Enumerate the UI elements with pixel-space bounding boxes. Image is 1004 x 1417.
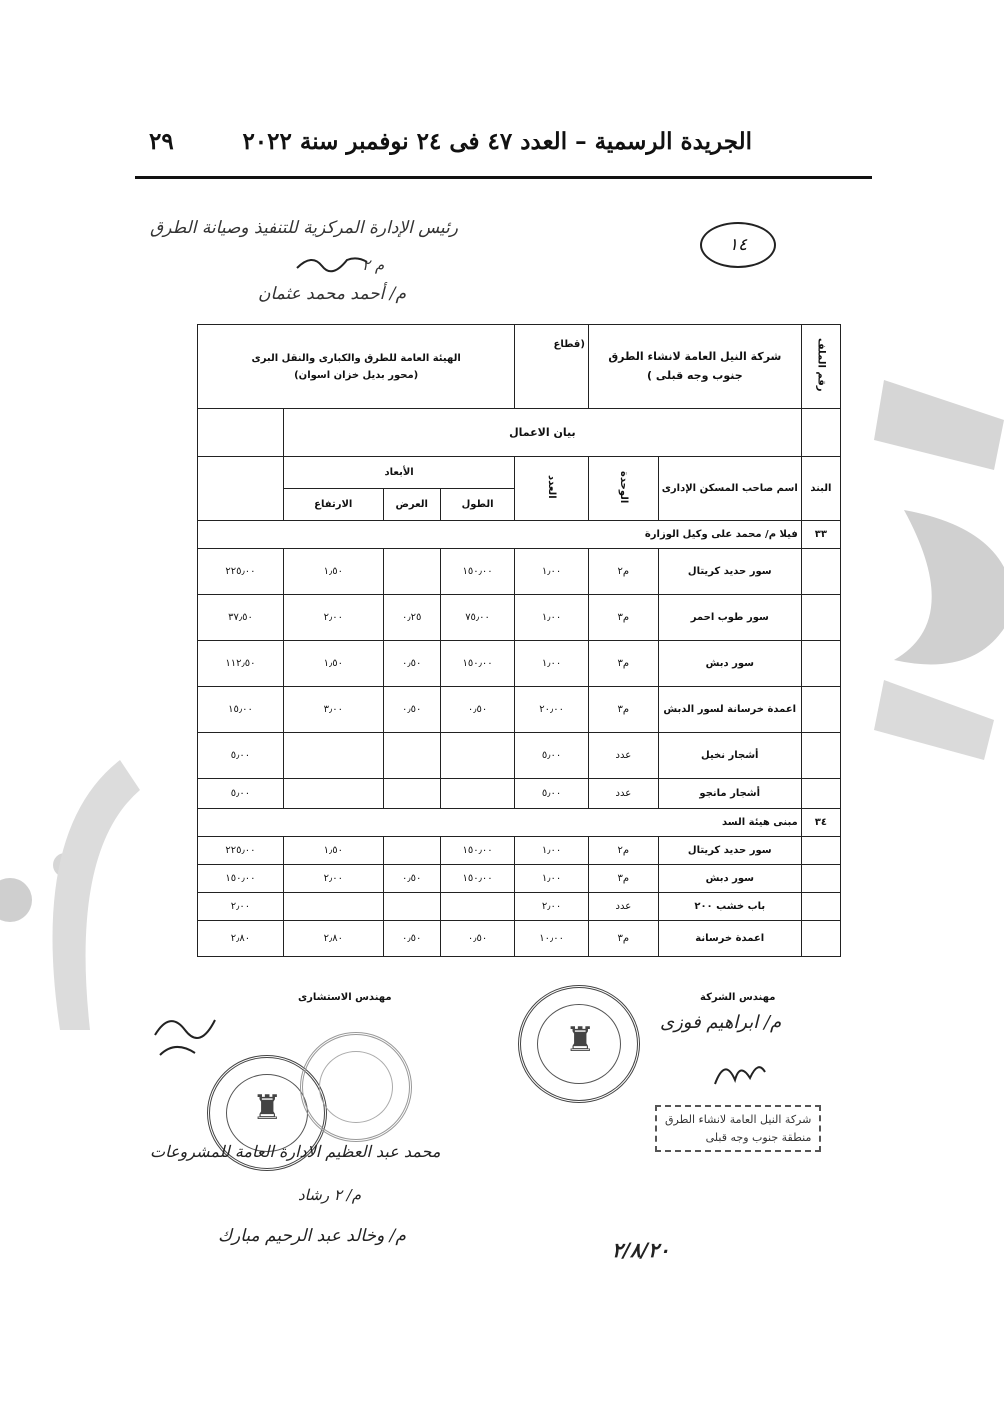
page-number: ٢٩ (149, 128, 174, 155)
total: ٣٧٫٥٠ (198, 595, 284, 641)
col-dims: الأبعاد (283, 457, 514, 489)
width (383, 893, 440, 921)
width: ٠٫٥٠ (383, 865, 440, 893)
height: ١٫٥٠ (283, 641, 383, 687)
section-title: فيلا م/ محمد على وكيل الوزارة (198, 521, 802, 549)
unit: م٣ (588, 865, 658, 893)
handwritten-note: رئيس الإدارة المركزية للتنفيذ وصيانة الطرق (150, 218, 458, 238)
width: ٠٫٢٥ (383, 595, 440, 641)
sector-cell (515, 325, 589, 409)
file-no-cell (801, 325, 840, 409)
circle-mark (700, 222, 776, 268)
item-name: باب خشب ٢٠٠ (658, 893, 801, 921)
consultant-signature (150, 1005, 220, 1065)
unit: م٣ (588, 687, 658, 733)
width (383, 779, 440, 809)
authority-label: الهيئة العامة للطرق والكبارى والنقل البرى (251, 352, 461, 364)
width: ٠٫٥٠ (383, 641, 440, 687)
unit: عدد (588, 733, 658, 779)
round-stamp-left-2 (300, 1032, 412, 1142)
height: ٢٫٠٠ (283, 595, 383, 641)
section-row (198, 809, 841, 837)
item-name: اعمدة خرسانة (658, 921, 801, 957)
unit: عدد (588, 779, 658, 809)
length (440, 779, 514, 809)
table-title-row (198, 409, 841, 457)
count: ١٫٠٠ (515, 865, 589, 893)
signature-scribble (292, 248, 372, 276)
length: ١٥٠٫٠٠ (440, 549, 514, 595)
height (283, 779, 383, 809)
handwritten-initials: م ٢ (362, 256, 385, 274)
project-label: (محور بديل خزان اسوان) (294, 369, 419, 381)
count: ١٫٠٠ (515, 595, 589, 641)
left-signature-2: م/ ٢ رشاد (298, 1186, 362, 1204)
count: ١٠٫٠٠ (515, 921, 589, 957)
table-title: بيان الاعمال (283, 409, 801, 457)
length (440, 893, 514, 921)
item-name: سور دبش (658, 641, 801, 687)
col-owner: اسم صاحب المسكن الإدارى (658, 457, 801, 521)
height (283, 733, 383, 779)
count: ٥٫٠٠ (515, 733, 589, 779)
rect-stamp-line1: شركة النيل العامة لانشاء الطرق (665, 1113, 812, 1126)
circle-mark-text: ١٤ (728, 235, 748, 255)
item-name: سور دبش (658, 865, 801, 893)
col-unit: الوحدة (617, 470, 629, 504)
height: ٣٫٠٠ (283, 687, 383, 733)
eagle-emblem-icon: ♜ (252, 1088, 283, 1128)
item-name: أشجار نخيل (658, 733, 801, 779)
col-count-cell (515, 457, 589, 521)
table-row (198, 549, 841, 595)
table-row (198, 921, 841, 957)
width (383, 733, 440, 779)
handwritten-signer: م/ أحمد محمد عثمان (258, 284, 407, 304)
consultant-label: مهندس الاستشارى (298, 992, 392, 1003)
width (383, 837, 440, 865)
table-row (198, 733, 841, 779)
length (440, 733, 514, 779)
width: ٠٫٥٠ (383, 921, 440, 957)
item-name: اعمدة خرسانة لسور الدبش (658, 687, 801, 733)
item-name: سور حديد كريتال (658, 837, 801, 865)
count: ٢٠٫٠٠ (515, 687, 589, 733)
company-sub: جنوب وجه قبلى ) (647, 368, 743, 382)
table-row (198, 687, 841, 733)
height: ٢٫٠٠ (283, 865, 383, 893)
height: ١٫٥٠ (283, 837, 383, 865)
total: ٥٫٠٠ (198, 733, 284, 779)
count: ٥٫٠٠ (515, 779, 589, 809)
length: ١٥٠٫٠٠ (440, 865, 514, 893)
count: ١٫٠٠ (515, 837, 589, 865)
table-row (198, 837, 841, 865)
left-signature-3: م/ وخالد عبد الرحيم مبارك (218, 1226, 406, 1246)
length: ١٥٠٫٠٠ (440, 837, 514, 865)
col-width: العرض (383, 489, 440, 521)
section-title: مبنى هيئة السد (198, 809, 802, 837)
section-row (198, 521, 841, 549)
col-band: البند (801, 457, 840, 521)
item-name: أشجار مانجو (658, 779, 801, 809)
column-header-row (198, 457, 841, 489)
unit: عدد (588, 893, 658, 921)
col-unit-cell (588, 457, 658, 521)
authority-cell (198, 325, 515, 409)
round-stamp-center (518, 985, 640, 1103)
height: ٢٫٨٠ (283, 921, 383, 957)
gazette-header (135, 128, 872, 168)
table-row (198, 595, 841, 641)
rect-stamp-line2: منطقة جنوب وجه قبلى (705, 1130, 812, 1144)
watermark-left (0, 700, 170, 1120)
gazette-title: الجريدة الرسمية – العدد ٤٧ فى ٢٤ نوفمبر سنة ٢٠٢٢ (242, 128, 752, 155)
height (283, 893, 383, 921)
total: ٢٢٥٫٠٠ (198, 837, 284, 865)
total: ١٥٠٫٠٠ (198, 865, 284, 893)
col-height: الارتفاع (283, 489, 383, 521)
left-signature-line: محمد عبد العظيم الادارة العامة للمشروعات (150, 1142, 441, 1161)
company-cell (588, 325, 801, 409)
table-row (198, 893, 841, 921)
total: ٢٫٨٠ (198, 921, 284, 957)
table-row (198, 779, 841, 809)
total: ٢٢٥٫٠٠ (198, 549, 284, 595)
count: ١٫٠٠ (515, 641, 589, 687)
item-name: سور حديد كريتال (658, 549, 801, 595)
unit: م٣ (588, 641, 658, 687)
count: ٢٫٠٠ (515, 893, 589, 921)
total: ١١٢٫٥٠ (198, 641, 284, 687)
unit: م٣ (588, 595, 658, 641)
length: ٠٫٥٠ (440, 921, 514, 957)
total: ٥٫٠٠ (198, 779, 284, 809)
section-no: ٣٣ (801, 521, 840, 549)
file-no-label: رقم الملف (815, 338, 827, 392)
col-length: الطول (440, 489, 514, 521)
watermark-right (844, 360, 1004, 780)
col-count: العدد (546, 475, 558, 499)
total: ١٥٫٠٠ (198, 687, 284, 733)
height: ١٫٥٠ (283, 549, 383, 595)
section-no: ٣٤ (801, 809, 840, 837)
item-name: سور طوب احمر (658, 595, 801, 641)
width: ٠٫٥٠ (383, 687, 440, 733)
eagle-emblem-icon: ♜ (565, 1020, 596, 1060)
table-row (198, 865, 841, 893)
sector-label: (قطاع (553, 339, 585, 350)
length: ١٥٠٫٠٠ (440, 641, 514, 687)
length: ٠٫٥٠ (440, 687, 514, 733)
header-rule (135, 176, 872, 179)
company-rect-stamp (655, 1105, 821, 1152)
company-engineer-signature (710, 1052, 770, 1092)
unit: م٣ (588, 921, 658, 957)
unit: م٢ (588, 837, 658, 865)
works-table (197, 324, 841, 957)
count: ١٫٠٠ (515, 549, 589, 595)
company-engineer-label: مهندس الشركة (700, 992, 776, 1003)
company-engineer-name: م/ ابراهيم فوزى (660, 1012, 782, 1033)
unit: م٢ (588, 549, 658, 595)
date-note: ٢/٨/٢٠ (612, 1238, 670, 1262)
table-row (198, 641, 841, 687)
width (383, 549, 440, 595)
table-header-row (198, 325, 841, 409)
company-label: شركة النيل العامة لانشاء الطرق (608, 349, 782, 363)
length: ٧٥٫٠٠ (440, 595, 514, 641)
total: ٢٫٠٠ (198, 893, 284, 921)
